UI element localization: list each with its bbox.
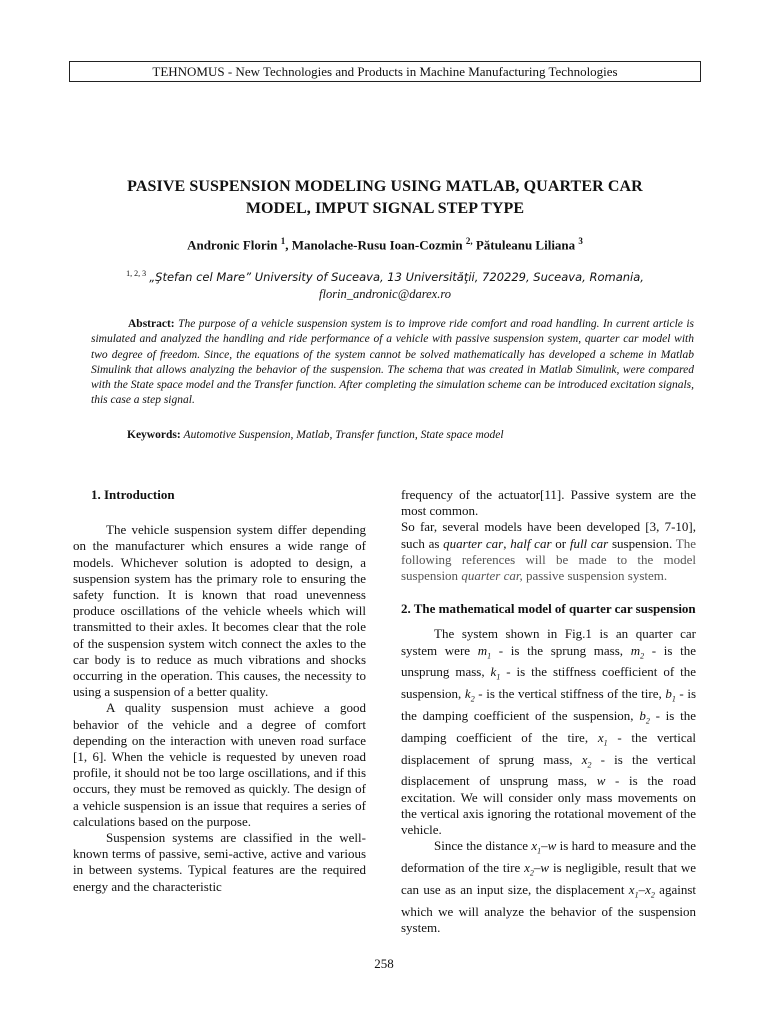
author-email: florin_andronic@darex.ro <box>319 287 451 302</box>
journal-header: TEHNOMUS - New Technologies and Products in Machine Manufacturing Technologies <box>69 61 701 82</box>
right-paragraph-4: Since the distance $x_1-w$ is hard to measure and the deformation of the tire $x_2-w$ is negligible, result that we can use as an input size, the displacement $x_1-x_2$ against which we will analyze the behavior of the suspension system. <box>401 838 697 935</box>
page-number: 258 <box>374 956 394 971</box>
right-paragraph-2: So far, several models have been developed [3, 7-10], such as quarter car, half car or full car suspension. The following references will be made to the model suspension quarter car, passive suspension system. <box>401 519 696 584</box>
intro-heading: 1. Introduction <box>91 487 175 502</box>
author-list: Andronic Florin $^1$, Manolache-Rusu Ioan-Cozmin $^{2,}$ Pătuleanu Liliana $^3$ <box>187 236 583 253</box>
left-column <box>73 487 366 895</box>
paper-title <box>90 176 680 220</box>
right-column <box>401 487 696 936</box>
abstract-label: Abstract: <box>128 318 175 330</box>
author-1-sup: 1 <box>280 236 286 246</box>
intro-paragraph-3: Suspension systems are classified in the well-known terms of passive, semi-active, active and various in between systems. Typical features are the required energy and the characteristic <box>73 830 366 894</box>
title-line-1: PASIVE SUSPENSION MODELING USING MATLAB, QUARTER CAR <box>127 178 643 195</box>
author-3: Pătuleanu Liliana <box>475 237 576 253</box>
affiliation-text: „Ştefan cel Mare” University of Suceava, 13 Universităţii, 720229, Suceava, Romania, <box>149 270 644 285</box>
author-3-sup: 3 <box>578 236 583 246</box>
title-line-2: MODEL, IMPUT SIGNAL STEP TYPE <box>245 200 525 217</box>
keywords-text: Automotive Suspension, Matlab, Transfer function, State space model <box>183 429 504 441</box>
intro-paragraph-2: A quality suspension must achieve a good behavior of the vehicle and a degree of comfort depending on the interaction with uneven road surface [1, 6]. When the vehicle is requested by uneven road profile, it should not be too large oscillations, and if this occurs, they must be removed as quickly. The design of a vehicle suspension is an issue that requires a series of calculations based on the purpose. <box>73 700 366 829</box>
right-paragraph-3: The system shown in Fig.1 is an quarter car system were $m_1$ - is the sprung mass, $m_2$ - is the unsprung mass, $k_1$ - is the stiffness coefficient of the suspension, $k_2$ - is the vertical stiffness of the tire, $b_1$ - is the damping coefficient of the suspension, $b_2$ - is the damping coefficient of the tire, $x_1$ - the vertical displacement of sprung mass, $x_2$ - is the vertical displacement of unsprung mass, w - is the road excitation. We will consider only mass movements on the vertical axis ignoring the rotational movement of the vehicle. <box>401 626 697 838</box>
abstract <box>91 317 694 409</box>
keywords-label: Keywords: <box>127 429 181 441</box>
author-1: Andronic Florin <box>187 237 278 253</box>
author-2-sup: 2, <box>465 236 473 246</box>
right-paragraph-1: frequency of the actuator[11]. Passive system are the most common. <box>401 487 696 519</box>
section-2-heading: 2. The mathematical model of quarter car suspension <box>401 601 696 617</box>
affiliation-sup: 1, 2, 3 <box>126 269 147 278</box>
affiliation <box>60 265 710 303</box>
intro-paragraph-1: The vehicle suspension system differ depending on the manufacturer which ensures a wide range of models. Whichever solution is adopted to design, a suspension system has the primary role to ensuring the safety function. It is known that road unevenness produce oscillations of the vehicle wheels which will transmitted to their axles. It becomes clear that the role of the suspension system witch connect the axles to the car body is to reduce as much vibrations and shocks occurring in the operation. This causes, the necessity to using a suspension of a better quality. <box>73 522 366 700</box>
abstract-text: The purpose of a vehicle suspension system is to improve ride comfort and road handling. In current article is simulated and analyzed the handling and ride performance of a vehicle with passive suspension system, quarter car model with two degree of freedom. Since, the equations of the system cannot be solved mathematically has developed a scheme in Matlab Simulink that allows analyzing the behavior of the suspension. The schema that was created in Matlab Simulink, were compared with the State space model and the Transfer function. After completing the simulation scheme can be introduced excitation signals, this case a step signal. <box>91 318 695 407</box>
author-2: Manolache-Rusu Ioan-Cozmin <box>291 237 463 253</box>
keywords <box>127 429 687 441</box>
